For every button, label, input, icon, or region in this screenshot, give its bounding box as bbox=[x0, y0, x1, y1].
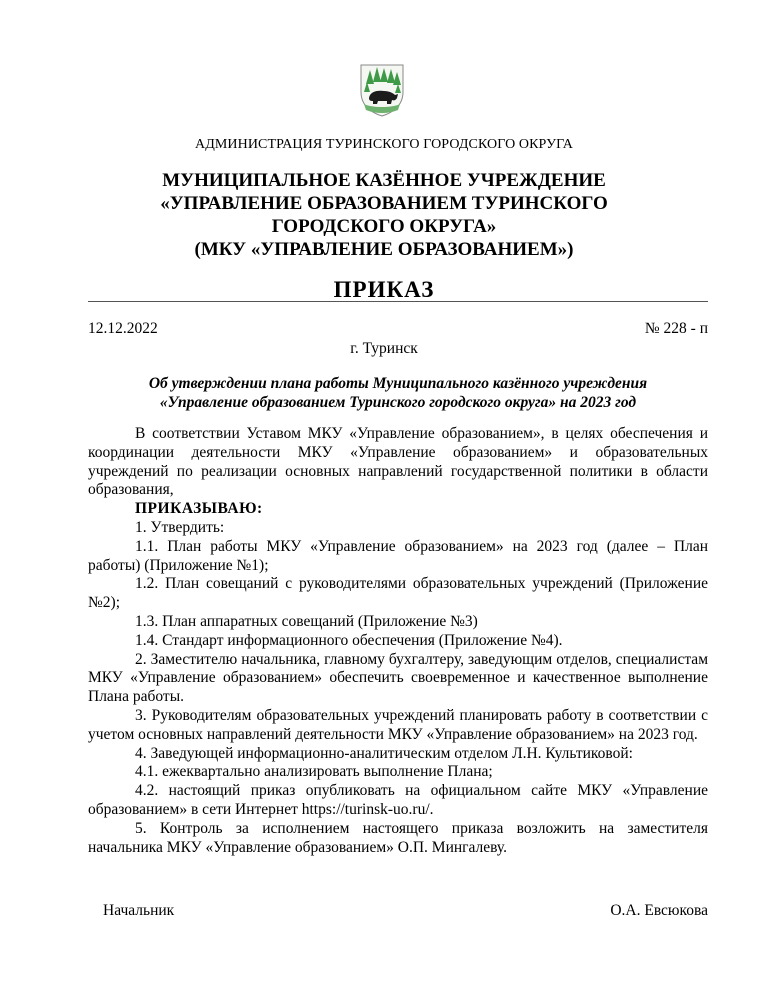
order-item: 4.1. ежеквартально анализировать выполнение Плана; bbox=[135, 763, 493, 781]
organization-name bbox=[0, 169, 768, 261]
document-city: г. Туринск bbox=[350, 340, 418, 357]
org-line: «УПРАВЛЕНИЕ ОБРАЗОВАНИЕМ ТУРИНСКОГО bbox=[160, 193, 608, 214]
org-line: ГОРОДСКОГО ОКРУГА» bbox=[271, 216, 497, 237]
order-word: ПРИКАЗЫВАЮ: bbox=[135, 500, 263, 518]
order-item: 4. Заведующей информационно-аналитическим отделом Л.Н. Культиковой: bbox=[135, 744, 633, 762]
document-subject bbox=[88, 374, 708, 412]
preamble-paragraph: В соответствии Уставом МКУ «Управление образованием», в целях обеспечения и координации деятельности МКУ «Управление образованием» и образовательных учреждений по реализации основных направлений государственной политики в области образования, bbox=[88, 425, 708, 499]
order-item: 4.2. настоящий приказ опубликовать на официальном сайте МКУ «Управление образованием» в сети Интернет https://turinsk-uo.ru/. bbox=[88, 782, 708, 818]
org-line: МУНИЦИПАЛЬНОЕ КАЗЁННОЕ УЧРЕЖДЕНИЕ bbox=[162, 170, 606, 191]
document-body bbox=[88, 425, 708, 857]
subject-line: Об утверждении плана работы Муниципального казённого учреждения bbox=[148, 375, 648, 392]
document-date: 12.12.2022 bbox=[88, 320, 158, 337]
order-item: 1.4. Стандарт информационного обеспечения (Приложение №4). bbox=[135, 631, 563, 649]
order-item: 3. Руководителям образовательных учреждений планировать работу в соответствии с учетом основных направлений деятельности МКУ «Управление образованием» на 2023 год. bbox=[88, 706, 708, 743]
order-item: 1.2. План совещаний с руководителями образовательных учреждений (Приложение №2); bbox=[88, 575, 708, 612]
order-item: 1.3. План аппаратных совещаний (Приложение №3) bbox=[135, 612, 478, 630]
order-item: 2. Заместителю начальника, главному бухгалтеру, заведующим отделов, специалистам МКУ «Управление образованием» обеспечить своевременное и качественное выполнение Плана работы. bbox=[88, 650, 708, 706]
administration-name: АДМИНИСТРАЦИЯ ТУРИНСКОГО ГОРОДСКОГО ОКРУГА bbox=[194, 137, 573, 152]
subject-line: «Управление образованием Туринского городского округа» на 2023 год bbox=[159, 394, 637, 411]
order-item: 1. Утвердить: bbox=[135, 518, 225, 536]
order-item: 5. Контроль за исполнением настоящего приказа возложить на заместителя начальника МКУ «Управление образованием» О.П. Мингалеву. bbox=[88, 819, 708, 856]
coat-of-arms-icon bbox=[358, 62, 406, 118]
signatory-name: О.А. Евсюкова bbox=[610, 902, 708, 919]
order-item: 1.1. План работы МКУ «Управление образованием» на 2023 год (далее – План работы) (Приложение №1); bbox=[88, 537, 708, 574]
org-line: (МКУ «УПРАВЛЕНИЕ ОБРАЗОВАНИЕМ») bbox=[194, 239, 574, 260]
header-divider bbox=[88, 301, 708, 302]
signatory-position: Начальник bbox=[103, 902, 175, 919]
document-type: ПРИКАЗ bbox=[333, 277, 435, 302]
document-number: № 228 - п bbox=[644, 320, 708, 337]
